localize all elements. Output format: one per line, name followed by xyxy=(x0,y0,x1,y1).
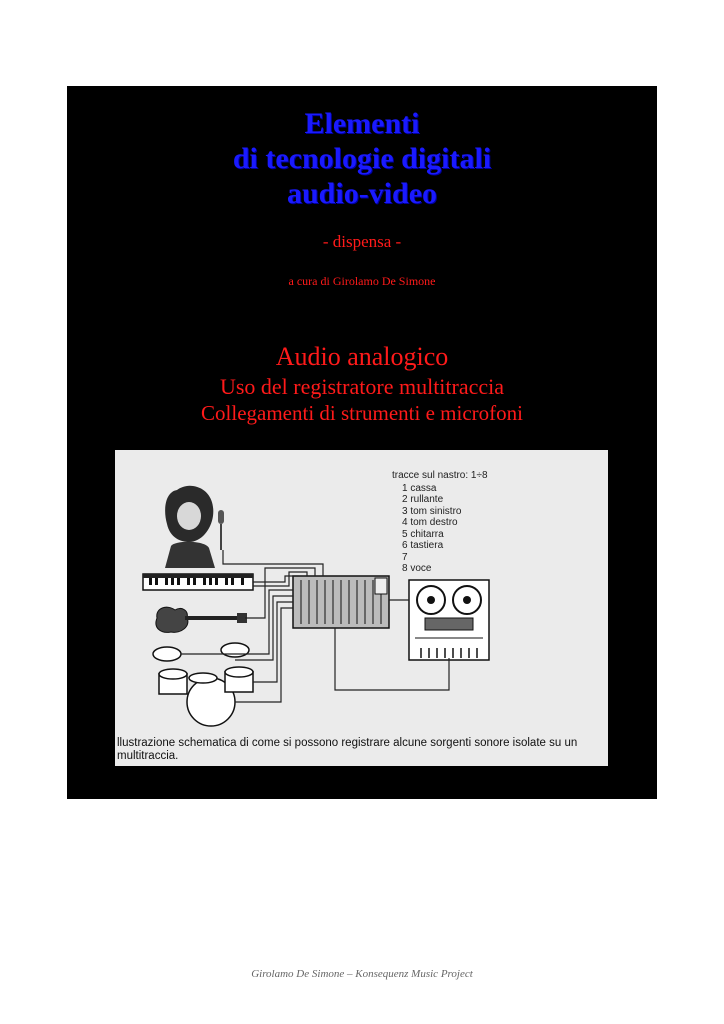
section-subheading-2: Collegamenti di strumenti e microfoni xyxy=(201,401,523,425)
mixer-console xyxy=(293,576,389,628)
subtitle: - dispensa - xyxy=(322,232,402,251)
tape-recorder xyxy=(409,580,489,660)
page-footer: Girolamo De Simone – Konsequenz Music Project xyxy=(251,968,473,980)
track-item: 8 voce xyxy=(402,563,432,574)
track-item: 1 cassa xyxy=(402,482,437,494)
cover-panel xyxy=(67,86,657,799)
title-line-3: audio-video xyxy=(286,177,438,210)
track-list xyxy=(392,470,488,575)
section-heading: Audio analogico xyxy=(275,342,449,371)
curator-credit: a cura di Girolamo De Simone xyxy=(288,274,436,288)
track-item: 4 tom destro xyxy=(402,517,458,528)
track-item: 2 rullante xyxy=(402,494,444,505)
track-item: 3 tom sinistro xyxy=(402,505,462,517)
drum-kit xyxy=(153,643,253,726)
track-list-header: tracce sul nastro: 1÷8 xyxy=(392,470,488,481)
track-item: 6 tastiera xyxy=(402,540,444,551)
track-item: 7 xyxy=(402,551,408,563)
main-title xyxy=(67,106,657,211)
track-item: 5 chitarra xyxy=(402,528,444,540)
title-line-2: di tecnologie digitali xyxy=(232,142,492,175)
guitar-instrument xyxy=(156,607,247,632)
keyboard-instrument xyxy=(143,574,253,590)
section-subheading: Uso del registratore multitraccia xyxy=(219,374,505,399)
singer-figure xyxy=(165,486,224,568)
title-line-1: Elementi xyxy=(304,107,420,140)
multitrack-illustration xyxy=(115,450,608,766)
figure-caption: llustrazione schematica di come si possono registrare alcune sorgenti sonore isolate su un multitraccia. xyxy=(117,737,578,762)
illustration-drawing xyxy=(115,450,608,766)
